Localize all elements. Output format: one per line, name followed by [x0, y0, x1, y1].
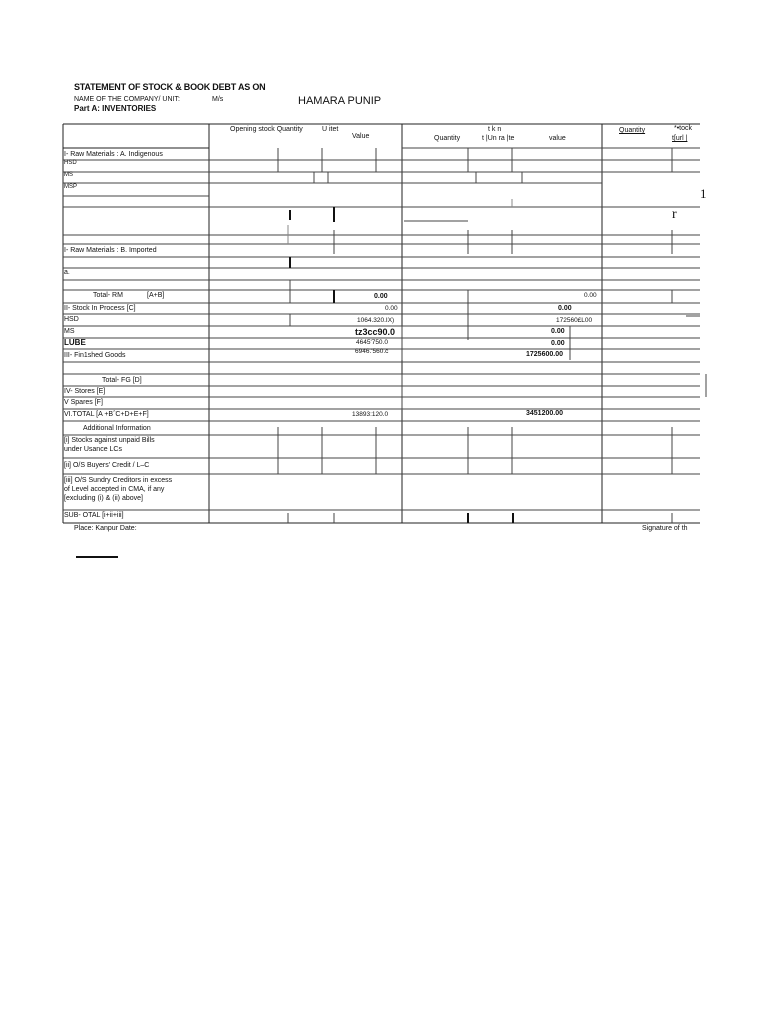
footer-place-date: Place: Kanpur Date:	[74, 525, 137, 532]
row-label-total-rm-formula: [A+B]	[147, 292, 165, 299]
row-label-hsd: HSD	[64, 160, 77, 166]
header-rate-3: t[url |	[672, 135, 688, 142]
signature-rule	[76, 556, 118, 558]
company-name: HAMARA PUNIP	[298, 95, 382, 107]
value-lube-right: 0.00	[551, 340, 565, 347]
value-ms-right: 0.00	[551, 328, 565, 335]
row-label-sub-total: SUB- OTAL [i+ii+iii]	[64, 512, 124, 519]
row-label-total-rm: Total- RM	[93, 292, 123, 299]
footer-signature: Signature of th	[642, 525, 688, 532]
row-label-sundry-3: [excluding (i) & (ii) above]	[64, 495, 143, 502]
stray-glyph-r: r	[672, 207, 677, 222]
header-value: Value	[352, 133, 370, 140]
row-label-msp: MSP	[64, 184, 78, 190]
row-label-total-fg: Total- FG [D]	[102, 377, 142, 384]
row-label-stores: IV- Stores [E]	[64, 388, 106, 395]
row-label-ms: MS	[64, 172, 73, 178]
row-label-sundry-1: [iii] O/S Sundry Creditors in excess	[64, 477, 173, 484]
row-label-lube: LUBE	[64, 338, 86, 347]
value-finished-goods: 6946.'560.c	[355, 348, 389, 355]
value-lube: 4645'750.0	[356, 339, 388, 346]
row-label-ms-2: MS	[64, 328, 75, 335]
company-ms-label: M/s	[212, 96, 224, 103]
row-label-stocks-unpaid-1: [i] Stocks against unpaid Bills	[64, 437, 155, 444]
value-total-rm: 0.00	[374, 293, 388, 300]
row-label-rm-indigenous: I- Raw Materials : A. Indigenous	[64, 151, 163, 158]
row-label-rm-imported: I- Raw Materials : B. Imported	[64, 247, 157, 254]
value-vi-total: 13893:120.0	[352, 411, 389, 418]
header-stock-3: *•tock	[674, 125, 693, 132]
row-label-finished-goods: III- Fin1shed Goods	[64, 352, 126, 359]
row-label-a: a.	[64, 269, 70, 276]
header-opening-stock-quantity: Opening stock Quantity	[230, 126, 303, 133]
company-label: NAME OF THE COMPANY/ UNIT:	[74, 96, 180, 103]
stray-glyph-1: 1	[700, 186, 707, 201]
row-label-spares: V Spares [F]	[64, 399, 103, 406]
value-stock-in-process-right: 0.00	[558, 305, 572, 312]
value-finished-goods-right: 1725600.00	[526, 351, 563, 358]
value-stock-in-process: 0.00	[385, 305, 398, 312]
header-quantity-2: Quantity	[434, 135, 461, 142]
header-value-2: value	[549, 135, 566, 142]
row-label-sundry-2: of Level accepted in CMA, if any	[64, 486, 165, 493]
document-title: STATEMENT OF STOCK & BOOK DEBT AS ON	[74, 82, 266, 92]
header-quantity-3: Quantity	[619, 127, 646, 134]
row-label-stock-in-process: II- Stock In Process [C]	[64, 305, 136, 312]
part-a-heading: Part A: INVENTORIES	[74, 104, 157, 113]
row-label-vi-total: VI.TOTAL [A +BˆC+D+E+F]	[64, 411, 149, 418]
row-label-buyers-credit: [ii] O/S Buyers' Credit / L–C	[64, 462, 150, 469]
row-label-additional-info: Additional Information	[83, 425, 151, 432]
row-label-hsd-2: HSD	[64, 316, 79, 323]
header-rate-2-top: t k n	[488, 126, 502, 133]
value-ms: tz3cc90.0	[355, 327, 396, 337]
header-rate-2: t |Un ra |te	[482, 135, 515, 142]
header-unit-rate: U itet	[322, 126, 339, 133]
value-hsd: 1064.320.IX)	[357, 317, 395, 324]
value-vi-total-right: 3451200.00	[526, 410, 563, 417]
value-total-rm-right: 0.00	[584, 292, 597, 299]
row-label-stocks-unpaid-2: under Usance LCs	[64, 446, 122, 453]
value-hsd-right: 172560£L00	[556, 317, 593, 324]
